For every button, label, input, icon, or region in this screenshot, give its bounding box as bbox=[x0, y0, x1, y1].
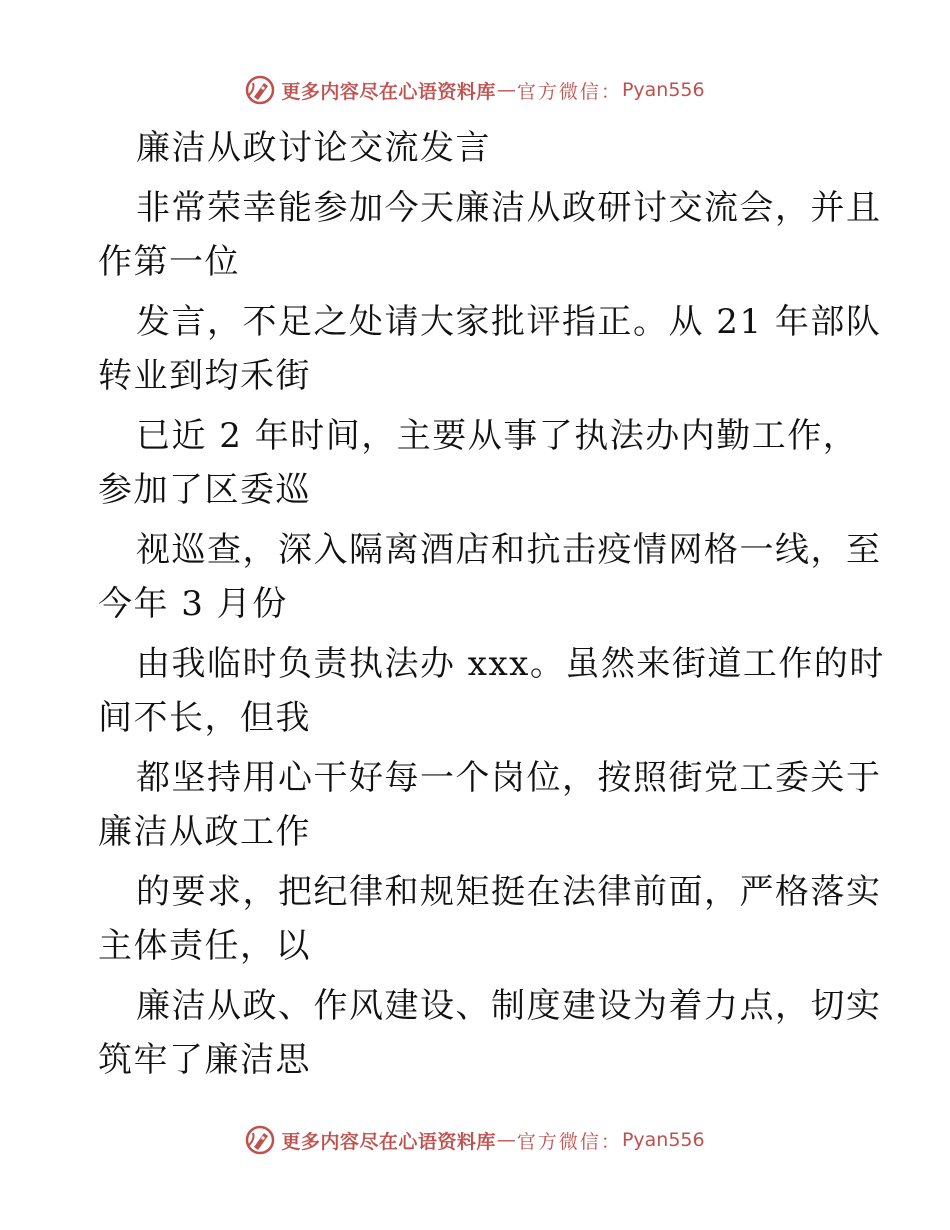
fountain-pen-logo-icon bbox=[245, 75, 275, 105]
header-wechat-id: Pyan556 bbox=[621, 79, 705, 101]
document-line: 的要求，把纪律和规矩挺在法律前面，严格落实 bbox=[136, 872, 882, 912]
document-line: 发言，不足之处请大家批评指正。从 21 年部队 bbox=[136, 302, 882, 342]
document-line: 廉洁从政、作风建设、制度建设为着力点，切实 bbox=[136, 986, 882, 1026]
document-line: 都坚持用心干好每一个岗位，按照街党工委关于 bbox=[136, 758, 882, 798]
document-line: 参加了区委巡 bbox=[98, 470, 311, 510]
document-line: 间不长，但我 bbox=[98, 698, 311, 738]
footer-banner bbox=[0, 1120, 950, 1160]
footer-separator: — bbox=[496, 1129, 516, 1151]
header-banner bbox=[0, 70, 950, 110]
document-line: 今年 3 月份 bbox=[98, 584, 288, 624]
document-line: 筑牢了廉洁思 bbox=[98, 1040, 311, 1080]
header-separator: — bbox=[496, 79, 516, 101]
document-line: 转业到均禾街 bbox=[98, 356, 311, 396]
fountain-pen-logo-icon bbox=[245, 1125, 275, 1155]
document-line: 非常荣幸能参加今天廉洁从政研讨交流会，并且 bbox=[136, 188, 882, 228]
header-wechat-label: 官方微信： bbox=[516, 80, 622, 103]
document-line: 主体责任，以 bbox=[98, 926, 311, 966]
document-line: 廉洁从政工作 bbox=[98, 812, 311, 852]
document-line: 作第一位 bbox=[98, 242, 240, 282]
document-line: 已近 2 年时间，主要从事了执法办内勤工作， bbox=[136, 416, 859, 456]
footer-wechat-label: 官方微信： bbox=[516, 1130, 622, 1153]
document-line: 由我临时负责执法办 xxx。虽然来街道工作的时 bbox=[136, 644, 885, 684]
footer-brand: 更多内容尽在心语资料库 bbox=[281, 1130, 496, 1153]
document-line: 视巡查，深入隔离酒店和抗击疫情网格一线，至 bbox=[136, 530, 882, 570]
document-title: 廉洁从政讨论交流发言 bbox=[136, 128, 491, 168]
header-brand: 更多内容尽在心语资料库 bbox=[281, 80, 496, 103]
footer-wechat-id: Pyan556 bbox=[621, 1129, 705, 1151]
